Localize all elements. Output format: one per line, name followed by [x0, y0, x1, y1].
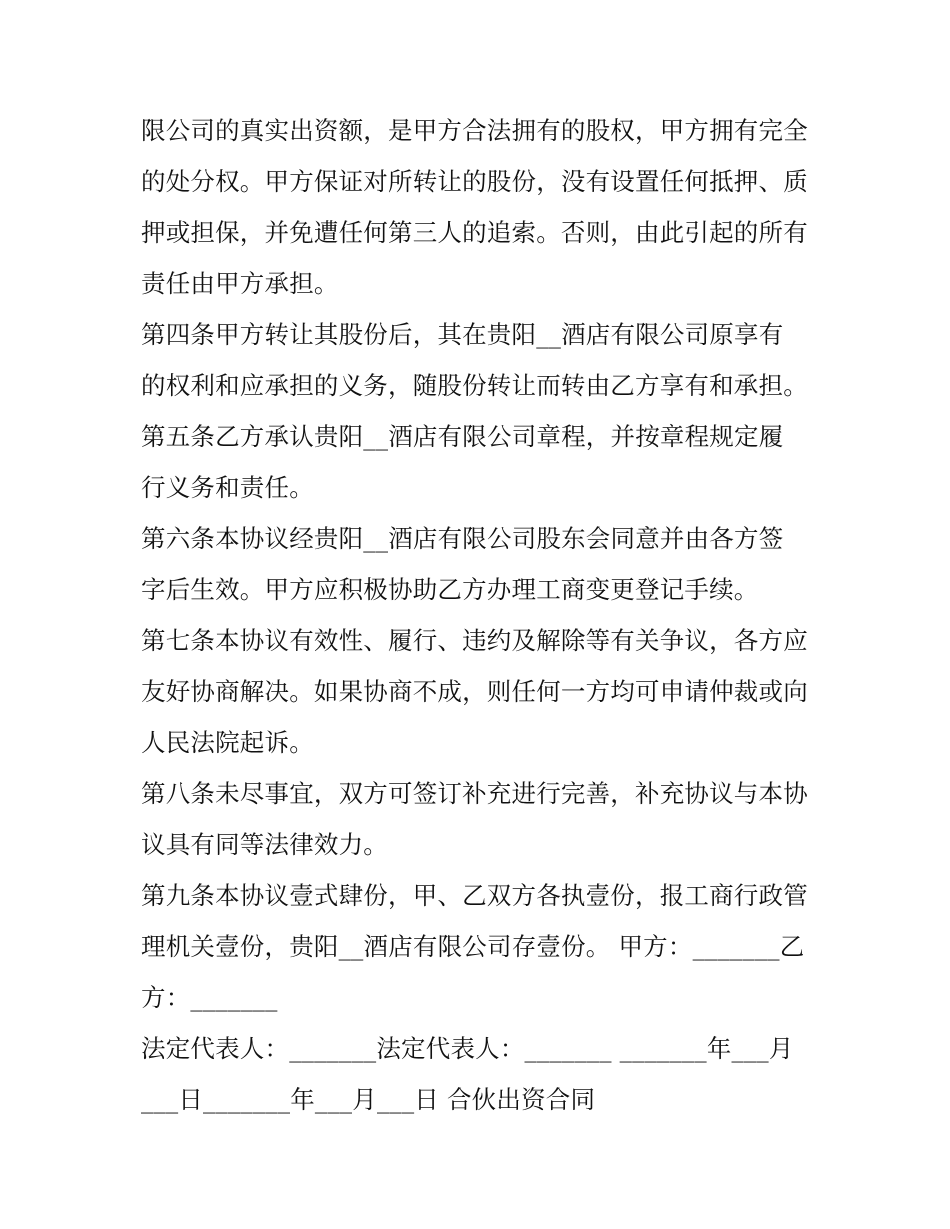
legal-representative-line: 法定代表人：_______法定代表人：_______ _______年___月: [141, 1034, 794, 1063]
text-line: 行义务和责任。: [141, 473, 314, 502]
text-line: 押或担保，并免遭任何第三人的追索。否则，由此引起的所有: [141, 218, 808, 247]
text-line: 友好协商解决。如果协商不成，则任何一方均可申请仲裁或向: [141, 677, 808, 706]
text-line: 的处分权。甲方保证对所转让的股份，没有设置任何抵押、质: [141, 167, 808, 196]
signature-line-party-b: 方：_______: [141, 983, 278, 1012]
signature-line-party-a: 理机关壹份，贵阳__酒店有限公司存壹份。 甲方：_______乙: [141, 932, 805, 961]
contract-body-text: [141, 105, 821, 1125]
text-line: 责任由甲方承担。: [141, 269, 339, 298]
clause-7-line: 第七条本协议有效性、履行、违约及解除等有关争议，各方应: [141, 626, 808, 655]
clause-6-line: 第六条本协议经贵阳__酒店有限公司股东会同意并由各方签: [141, 524, 784, 553]
text-line: 限公司的真实出资额，是甲方合法拥有的股权，甲方拥有完全: [141, 116, 808, 145]
text-line: 议具有同等法律效力。: [141, 830, 388, 859]
clause-8-line: 第八条未尽事宜，双方可签订补充进行完善，补充协议与本协: [141, 779, 808, 808]
clause-5-line: 第五条乙方承认贵阳__酒店有限公司章程，并按章程规定履: [141, 422, 784, 451]
text-line: 的权利和应承担的义务，随股份转让而转由乙方享有和承担。: [141, 371, 808, 400]
text-line: 人民法院起诉。: [141, 728, 314, 757]
date-line: ___日_______年___月___日 合伙出资合同: [141, 1085, 596, 1114]
clause-4-line: 第四条甲方转让其股份后，其在贵阳__酒店有限公司原享有: [141, 320, 784, 349]
text-line: 字后生效。甲方应积极协助乙方办理工商变更登记手续。: [141, 575, 759, 604]
clause-9-line: 第九条本协议壹式肆份，甲、乙双方各执壹份，报工商行政管: [141, 881, 808, 910]
